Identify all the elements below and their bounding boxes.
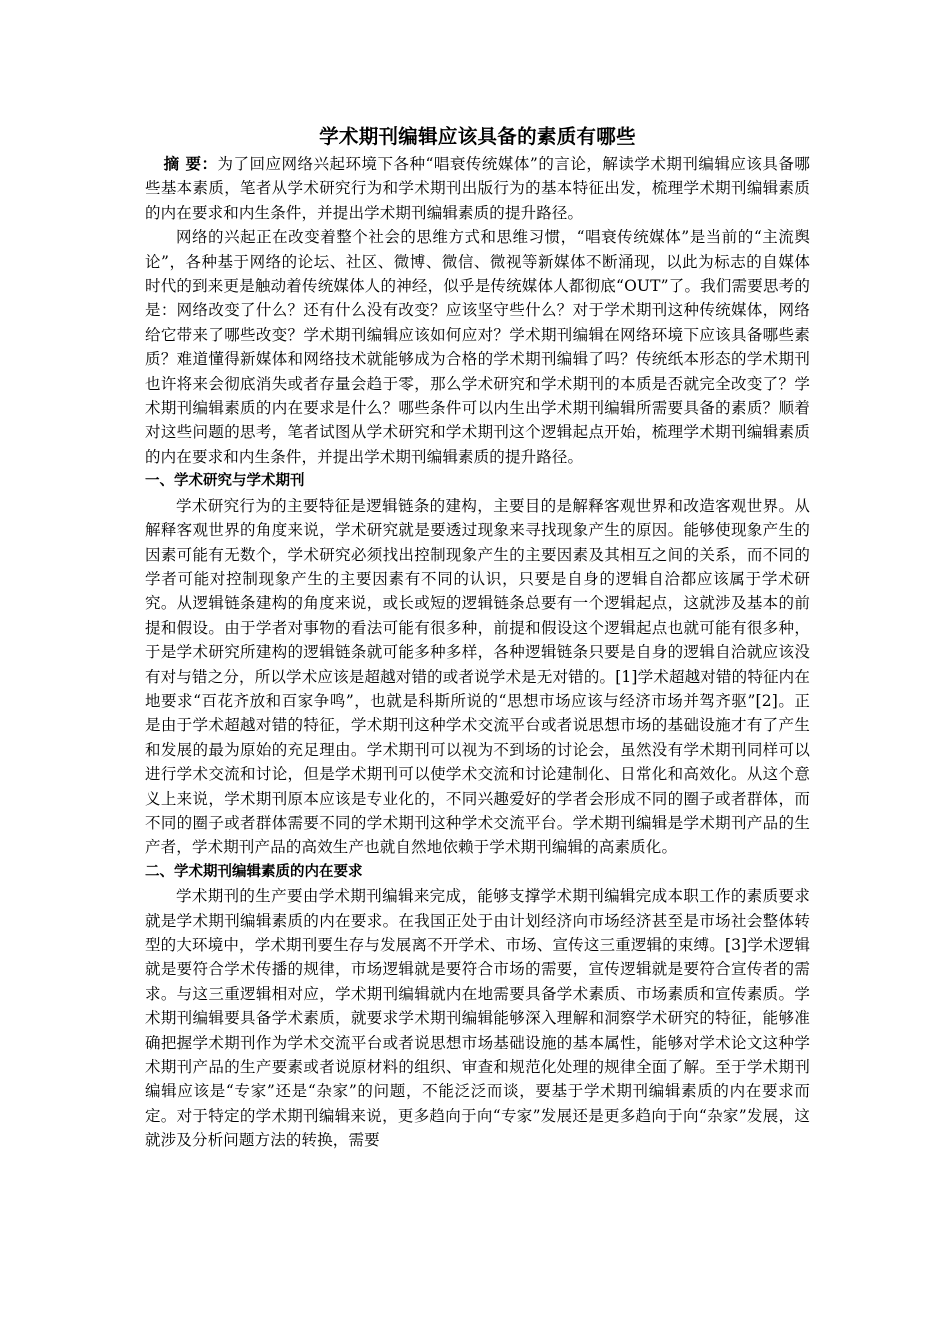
intro-paragraph: 网络的兴起正在改变着整个社会的思维方式和思维习惯，“唱衰传统媒体”是当前的“主流舆论”，各种基于网络的论坛、社区、微博、微信、微视等新媒体不断涌现，以此为标志的自媒体时代的到来更是触动着传统媒体人的神经，似乎是传统媒体人都彻底“OUT”了。我们需要思考的是：网络改变了什么？还有什么没有改变？应该坚守些什么？对于学术期刊这种传统媒体，网络给它带来了哪些改变？学术期刊编辑应该如何应对？学术期刊编辑在网络环境下应该具备哪些素质？难道懂得新媒体和网络技术就能够成为合格的学术期刊编辑了吗？传统纸本形态的学术期刊也许将来会彻底消失或者存量会趋于零，那么学术研究和学术期刊的本质是否就完全改变了？学术期刊编辑素质的内在要求是什么？哪些条件可以内生出学术期刊编辑所需要具备的素质？顺着对这些问题的思考，笔者试图从学术研究和学术期刊这个逻辑起点开始，梳理学术期刊编辑素质的内在要求和内生条件，并提出学术期刊编辑素质的提升路径。 (145, 228, 810, 466)
section-1-paragraph: 学术研究行为的主要特征是逻辑链条的建构，主要目的是解释客观世界和改造客观世界。从解释客观世界的角度来说，学术研究就是要透过现象来寻找现象产生的原因。能够使现象产生的因素可能有无数个，学术研究必须找出控制现象产生的主要因素及其相互之间的关系，而不同的学者可能对控制现象产生的主要因素有不同的认识，只要是自身的逻辑自洽都应该属于学术研究。从逻辑链条建构的角度来说，或长或短的逻辑链条总要有一个逻辑起点，这就涉及基本的前提和假设。由于学者对事物的看法可能有很多种，前提和假设这个逻辑起点也就可能有很多种，于是学术研究所建构的逻辑链条就可能多种多样，各种逻辑链条只要是自身的逻辑自洽就应该没有对与错之分，所以学术应该是超越对错的或者说学术是无对错的。[1]学术超越对错的特征内在地要求“百花齐放和百家争鸣”，也就是科斯所说的“思想市场应该与经济市场并驾齐驱”[2]。正是由于学术超越对错的特征，学术期刊这种学术交流平台或者说思想市场的基础设施才有了产生和发展的最为原始的充足理由。学术期刊可以视为不到场的讨论会，虽然没有学术期刊同样可以进行学术交流和讨论，但是学术期刊可以使学术交流和讨论建制化、日常化和高效化。从这个意义上来说，学术期刊原本应该是专业化的，不同兴趣爱好的学者会形成不同的圈子或者群体，而不同的圈子或者群体需要不同的学术期刊这种学术交流平台。学术期刊编辑是学术期刊产品的生产者，学术期刊产品的高效生产也就自然地依赖于学术期刊编辑的高素质化。 (145, 496, 810, 857)
document-title: 学术期刊编辑应该具备的素质有哪些 (319, 125, 636, 148)
abstract-label: 摘 要： (163, 155, 218, 173)
abstract-paragraph (145, 152, 810, 225)
section-2-paragraph: 学术期刊的生产要由学术期刊编辑来完成，能够支撑学术期刊编辑完成本职工作的素质要求就是学术期刊编辑素质的内在要求。在我国正处于由计划经济向市场经济甚至是市场社会整体转型的大环境中，学术期刊要生存与发展离不开学术、市场、宣传这三重逻辑的束缚。[3]学术逻辑就是要符合学术传播的规律，市场逻辑就是要符合市场的需要，宣传逻辑就是要符合宣传者的需求。与这三重逻辑相对应，学术期刊编辑就内在地需要具备学术素质、市场素质和宣传素质。学术期刊编辑要具备学术素质，就要求学术期刊编辑能够深入理解和洞察学术研究的特征，能够准确把握学术期刊作为学术交流平台或者说思想市场基础设施的基本属性，能够对学术论文这种学术期刊产品的生产要素或者说原材料的组织、审查和规范化处理的规律全面了解。至于学术期刊编辑应该是“专家”还是“杂家”的问题，不能泛泛而谈，要基于学术期刊编辑素质的内在要求而定。对于特定的学术期刊编辑来说，更多趋向于向“专家”发展还是更多趋向于向“杂家”发展，这就涉及分析问题方法的转换，需要 (145, 887, 810, 1150)
section-heading-2: 二、学术期刊编辑素质的内在要求 (145, 863, 363, 880)
abstract-text: 为了回应网络兴起环境下各种“唱衰传统媒体”的言论，解读学术期刊编辑应该具备哪些基本素质，笔者从学术研究行为和学术期刊出版行为的基本特征出发，梳理学术期刊编辑素质的内在要求和内生条件，并提出学术期刊编辑素质的提升路径。 (145, 155, 810, 222)
section-heading-1: 一、学术研究与学术期刊 (145, 473, 305, 490)
document-page (145, 122, 810, 1153)
